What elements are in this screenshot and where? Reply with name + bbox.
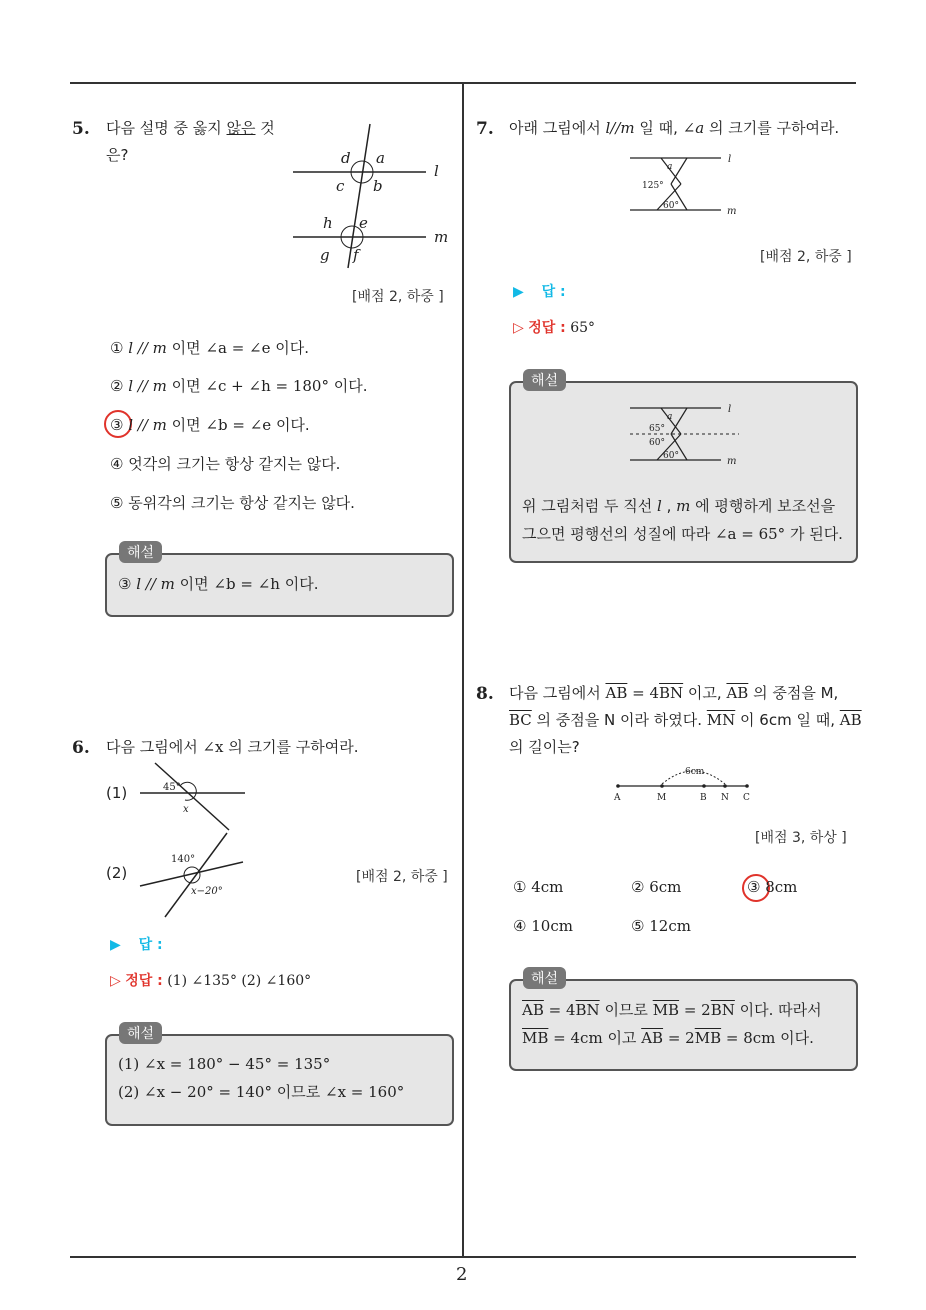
q7-solution-figure: [625, 398, 750, 470]
q6-fig1-angle: 45°: [163, 782, 181, 793]
q6-figure-2: [135, 828, 250, 920]
q7-text: 아래 그림에서 l//m 일 때, ∠a 의 크기를 구하여라.: [509, 119, 840, 137]
q7-fig-a: a: [667, 162, 673, 172]
q8-choice-3: ③ 8cm: [747, 878, 798, 896]
q5-fig-f: f: [353, 246, 359, 264]
column-divider: [462, 83, 464, 1258]
q6-solution-text: (1) ∠x = 180° − 45° = 135° (2) ∠x − 20° = 140° 이므로 ∠x = 160°: [118, 1055, 405, 1101]
q8-fig-len: 6cm: [685, 767, 705, 777]
q8-fig-C: C: [743, 793, 750, 803]
q7-sol-fig-60b: 60°: [663, 451, 679, 461]
q8-number: 8.: [476, 684, 494, 704]
q6-answer-line: ▶ 답 :: [110, 937, 163, 953]
q7-sol-fig-l: l: [728, 404, 732, 415]
q7-sol-fig-m: m: [727, 456, 737, 467]
q6-label-1: (1): [106, 784, 128, 802]
q7-sol-fig-60a: 60°: [649, 438, 665, 448]
q5-text: 다음 설명 중 옳지 않은 것 은?: [106, 119, 275, 164]
q5-score: [배점 2, 하중 ]: [352, 289, 444, 305]
q7-correct-line: ▷ 정답 : 65°: [513, 320, 596, 336]
q8-fig-A: A: [614, 793, 621, 803]
page-number: 2: [456, 1264, 468, 1285]
q7-sol-fig-a: a: [667, 412, 673, 422]
q5-underline: 않은: [226, 119, 256, 137]
q5-fig-h: h: [323, 214, 333, 232]
q7-answer-arrow-icon: ▶: [513, 284, 524, 300]
q5-choice-1: ① l // m 이면 ∠a = ∠e 이다.: [110, 339, 310, 357]
q7-solution-tag: 해설: [523, 369, 566, 391]
q6-figure-1: [135, 760, 250, 835]
q6-fig2-angle: 140°: [171, 854, 196, 865]
q6-fig2-x: x−20°: [191, 886, 223, 897]
q8-solution-text: $\overline{AB} = 4\overline{BN}$ 이므로 $\overline{MB} = 2\overline{BN}$ 이다. 따라서 $\overline{MB} = 4cm$ 이고 $\overline{AB} = 2\overline{MB} = 8cm$ 이다.: [522, 1001, 822, 1047]
q5-fig-a: a: [376, 149, 385, 167]
q8-choice-4: ④ 10cm: [513, 917, 573, 935]
q6-number: 6.: [72, 738, 90, 758]
q7-correct-arrow-icon: ▷: [513, 320, 524, 336]
q7-solution-text: 위 그림처럼 두 직선 l , m 에 평행하게 보조선을 그으면 평행선의 성질에 따라 ∠a = 65° 가 된다.: [522, 497, 843, 543]
q6-solution-tag: 해설: [119, 1022, 162, 1044]
q5-fig-g: g: [320, 246, 330, 264]
q5-fig-m: m: [434, 228, 449, 246]
q8-choice-2: ② 6cm: [631, 878, 682, 896]
q5-fig-b: b: [373, 177, 383, 195]
q8-choice-5: ⑤ 12cm: [631, 917, 691, 935]
q8-text: 다음 그림에서 $\overline{AB} = 4\overline{BN}$ 이고, $\overline{AB}$ 의 중점을 M, $\overline{BC}$ 의 중점을 N 이라 하였다. $\overline{MN}$ 이 6cm 일 때, $\overline{AB}$ 의 길이는?: [509, 684, 862, 756]
q7-fig-l: l: [728, 154, 732, 165]
q7-fig-angle2: 60°: [663, 201, 679, 211]
q6-score: [배점 2, 하중 ]: [356, 869, 448, 885]
q7-figure: [625, 148, 750, 220]
q5-choice-3: ③ l // m 이면 ∠b = ∠e 이다.: [110, 416, 310, 434]
q5-figure: [288, 118, 458, 270]
q6-correct-arrow-icon: ▷: [110, 973, 121, 989]
q7-score: [배점 2, 하중 ]: [760, 249, 852, 265]
q7-answer-line: ▶ 답 :: [513, 284, 566, 300]
q5-fig-l: l: [434, 162, 439, 180]
q8-fig-B: B: [700, 793, 707, 803]
q7-number: 7.: [476, 119, 494, 139]
bottom-rule: [70, 1256, 856, 1258]
q5-fig-e: e: [359, 214, 368, 232]
q8-score: [배점 3, 하상 ]: [755, 830, 847, 846]
q7-fig-m: m: [727, 206, 737, 217]
q5-fig-d: d: [341, 149, 351, 167]
q7-fig-angle1: 125°: [642, 181, 664, 191]
q5-solution-tag: 해설: [119, 541, 162, 563]
q6-correct-line: ▷ 정답 : (1) ∠135° (2) ∠160°: [110, 973, 312, 989]
q5-number: 5.: [72, 119, 90, 139]
q8-choice-1: ① 4cm: [513, 878, 564, 896]
q6-label-2: (2): [106, 864, 128, 882]
q8-fig-N: N: [721, 793, 729, 803]
q7-sol-fig-65: 65°: [649, 424, 665, 434]
q5-choice-4: ④ 엇각의 크기는 항상 같지는 않다.: [110, 455, 341, 473]
q8-figure: [605, 762, 760, 807]
q6-fig1-x: x: [183, 804, 189, 815]
q6-text: 다음 그림에서 ∠x 의 크기를 구하여라.: [106, 738, 359, 756]
q8-fig-M: M: [657, 793, 667, 803]
q5-solution-text: ③ l // m 이면 ∠b = ∠h 이다.: [118, 575, 319, 593]
q5-choice-2: ② l // m 이면 ∠c + ∠h = 180° 이다.: [110, 377, 368, 395]
q6-answer-arrow-icon: ▶: [110, 937, 121, 953]
q5-fig-c: c: [336, 177, 345, 195]
q8-solution-tag: 해설: [523, 967, 566, 989]
q5-choice-5: ⑤ 동위각의 크기는 항상 같지는 않다.: [110, 494, 355, 512]
